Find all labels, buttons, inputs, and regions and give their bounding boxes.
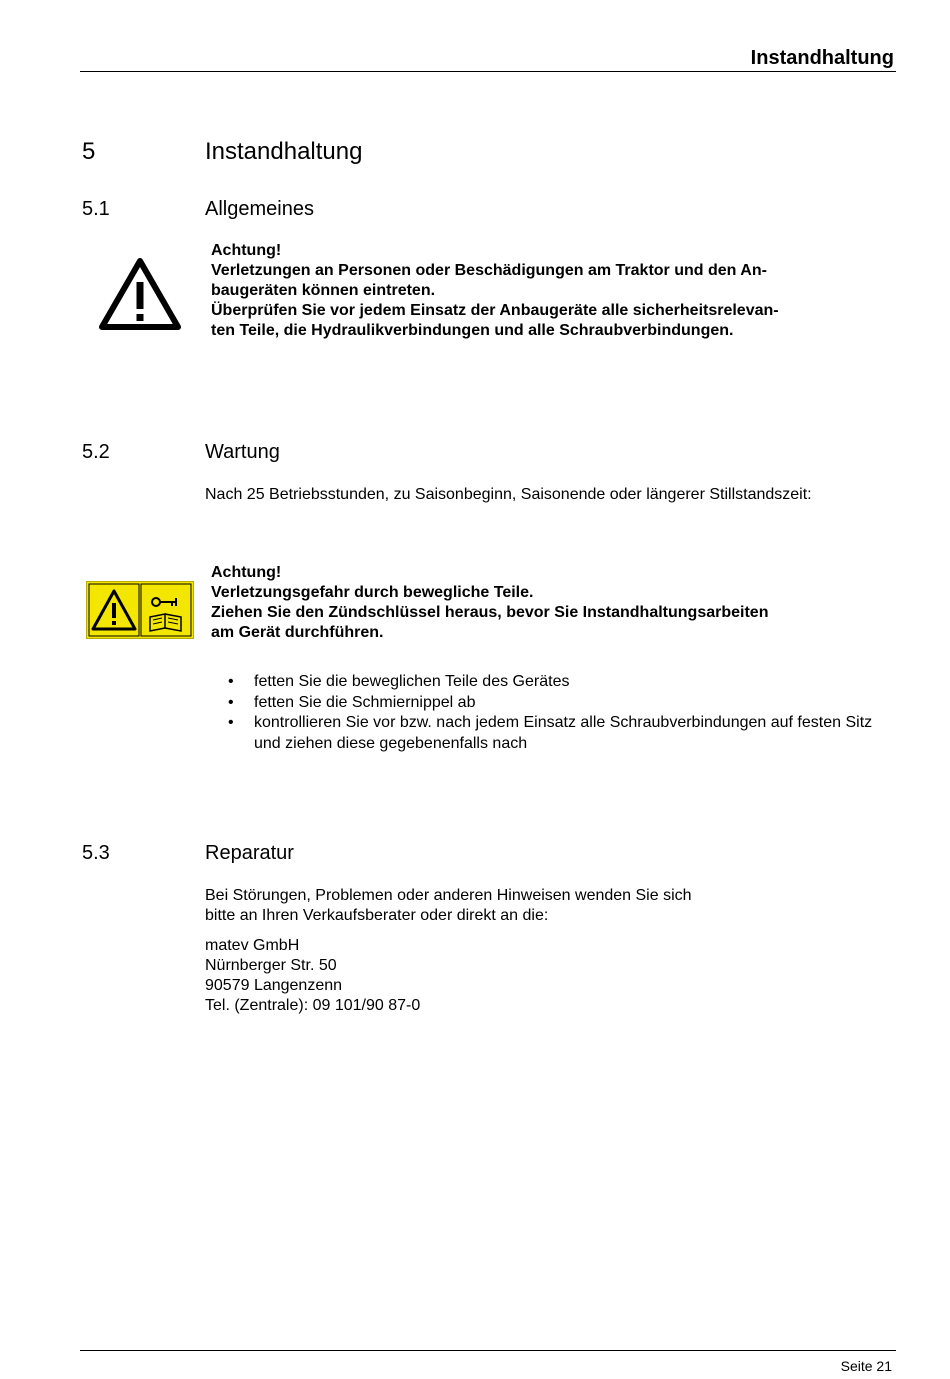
- warning-line: Verletzungen an Personen oder Beschädigungen am Traktor und den An-: [211, 262, 767, 279]
- warning-box-5-2: [211, 563, 768, 643]
- repair-text: [205, 886, 692, 926]
- warning-triangle-icon: [98, 256, 182, 332]
- address-line: Tel. (Zentrale): 09 101/90 87-0: [205, 997, 421, 1014]
- list-item: [228, 672, 896, 693]
- footer-rule: [80, 1350, 896, 1351]
- warning-line: Ziehen Sie den Zündschlüssel heraus, bevor Sie Instandhaltungsarbeiten: [211, 604, 769, 621]
- section-title-5-3: Reparatur: [205, 842, 294, 864]
- warning-line: am Gerät durchführen.: [211, 624, 384, 641]
- warning-box-5-1: [211, 241, 779, 341]
- warning-line: Verletzungsgefahr durch bewegliche Teile.: [211, 584, 534, 601]
- maintenance-list: [228, 672, 896, 754]
- company-address: [205, 936, 420, 1016]
- chapter-title: Instandhaltung: [205, 138, 363, 165]
- address-line: matev GmbH: [205, 937, 300, 954]
- running-header-title: Instandhaltung: [750, 47, 894, 69]
- safety-sticker-icon: [86, 581, 194, 639]
- list-item-text: fetten Sie die beweglichen Teile des Gerätes: [254, 673, 570, 690]
- list-item-text: fetten Sie die Schmiernippel ab: [254, 693, 476, 711]
- warning-heading: Achtung!: [211, 242, 282, 259]
- address-line: Nürnberger Str. 50: [205, 957, 337, 974]
- list-item: [228, 693, 896, 714]
- page-number: Seite 21: [840, 1358, 892, 1374]
- section-number-5-2: 5.2: [82, 441, 110, 463]
- warning-heading: Achtung!: [211, 564, 282, 581]
- chapter-number: 5: [82, 138, 96, 165]
- bullet-marker: •: [228, 714, 234, 731]
- list-item: [228, 713, 896, 754]
- section-number-5-3: 5.3: [82, 842, 110, 864]
- maintenance-intro: Nach 25 Betriebsstunden, zu Saisonbeginn, Saisonende oder längerer Stillstandszeit:: [205, 486, 812, 503]
- section-title-5-1: Allgemeines: [205, 198, 314, 220]
- header-rule: [80, 71, 896, 72]
- warning-line: Überprüfen Sie vor jedem Einsatz der Anbaugeräte alle sicherheitsrelevan-: [211, 302, 779, 319]
- bullet-marker: •: [228, 673, 234, 690]
- section-title-5-2: Wartung: [205, 441, 280, 463]
- address-line: 90579 Langenzenn: [205, 977, 343, 994]
- section-number-5-1: 5.1: [82, 198, 110, 220]
- repair-text-line: bitte an Ihren Verkaufsberater oder direkt an die:: [205, 907, 549, 924]
- list-item-text: kontrollieren Sie vor bzw. nach jedem Einsatz alle Schraubverbindungen auf festen Sitz und ziehen diese gegebenenfalls nach: [254, 714, 873, 752]
- bullet-marker: •: [228, 693, 234, 711]
- warning-line: baugeräten können eintreten.: [211, 282, 436, 299]
- repair-text-line: Bei Störungen, Problemen oder anderen Hinweisen wenden Sie sich: [205, 887, 692, 904]
- warning-line: ten Teile, die Hydraulikverbindungen und alle Schraubverbindungen.: [211, 322, 734, 339]
